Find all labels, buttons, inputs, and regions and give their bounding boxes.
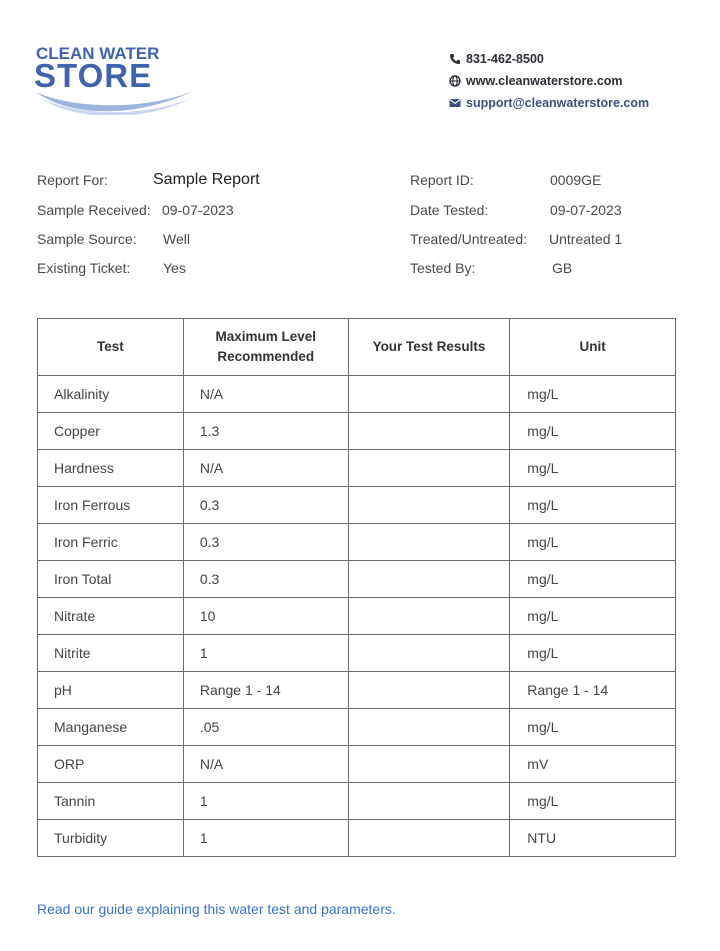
cell-max-level: Range 1 - 14 (183, 672, 348, 709)
report-for-label: Report For: (37, 172, 108, 188)
cell-max-level: 10 (183, 598, 348, 635)
tested-by-label: Tested By: (410, 260, 476, 276)
contact-info (449, 48, 649, 114)
cell-max-level: N/A (183, 376, 348, 413)
cell-unit: mg/L (510, 709, 676, 746)
cell-result (348, 672, 510, 709)
cell-result (348, 820, 510, 857)
cell-max-level: 0.3 (183, 561, 348, 598)
cell-max-level: 0.3 (183, 524, 348, 561)
cell-result (348, 376, 510, 413)
table-row (38, 820, 676, 857)
sample-received-label: Sample Received: (37, 202, 151, 218)
table-header-row (38, 319, 676, 376)
table-row (38, 524, 676, 561)
phone-icon (449, 53, 461, 65)
report-for-value: Sample Report (153, 171, 260, 188)
cell-test: Iron Ferrous (38, 487, 184, 524)
cell-test: Turbidity (38, 820, 184, 857)
existing-ticket-value: Yes (163, 260, 186, 276)
table-row (38, 672, 676, 709)
header-test: Test (38, 319, 184, 376)
treated-label: Treated/Untreated: (410, 231, 527, 247)
cell-max-level: 1 (183, 820, 348, 857)
cell-result (348, 487, 510, 524)
cell-test: Iron Total (38, 561, 184, 598)
cell-unit: NTU (510, 820, 676, 857)
cell-unit: mg/L (510, 487, 676, 524)
report-id-value: 0009GE (550, 172, 602, 188)
report-id-label: Report ID: (410, 172, 474, 188)
cell-test: Hardness (38, 450, 184, 487)
table-row (38, 487, 676, 524)
cell-result (348, 413, 510, 450)
cell-test: ORP (38, 746, 184, 783)
table-row (38, 783, 676, 820)
cell-unit: mg/L (510, 524, 676, 561)
cell-test: Nitrate (38, 598, 184, 635)
cell-max-level: N/A (183, 450, 348, 487)
website-row[interactable] (449, 70, 649, 92)
sample-source-value: Well (163, 231, 190, 247)
cell-result (348, 524, 510, 561)
clean-water-store-logo (30, 40, 200, 115)
cell-test: Manganese (38, 709, 184, 746)
website-link[interactable]: www.cleanwaterstore.com (466, 74, 623, 88)
globe-icon (449, 75, 461, 87)
cell-unit: Range 1 - 14 (510, 672, 676, 709)
table-row (38, 746, 676, 783)
table-row (38, 598, 676, 635)
table-row (38, 635, 676, 672)
cell-result (348, 635, 510, 672)
cell-max-level: 0.3 (183, 487, 348, 524)
cell-max-level: 1 (183, 635, 348, 672)
cell-result (348, 561, 510, 598)
cell-result (348, 598, 510, 635)
header-max-level: Maximum Level Recommended (183, 319, 348, 376)
cell-test: Iron Ferric (38, 524, 184, 561)
guide-link[interactable]: Read our guide explaining this water test and parameters. (37, 901, 396, 917)
cell-result (348, 783, 510, 820)
cell-unit: mg/L (510, 561, 676, 598)
cell-unit: mg/L (510, 635, 676, 672)
table-row (38, 709, 676, 746)
svg-text:STORE: STORE (34, 57, 153, 94)
cell-max-level: 1.3 (183, 413, 348, 450)
existing-ticket-label: Existing Ticket: (37, 260, 131, 276)
mail-icon (449, 97, 461, 109)
cell-test: Tannin (38, 783, 184, 820)
table-row (38, 450, 676, 487)
phone-row[interactable] (449, 48, 649, 70)
date-tested-value: 09-07-2023 (550, 202, 622, 218)
treated-value: Untreated 1 (549, 231, 623, 247)
cell-unit: mg/L (510, 598, 676, 635)
phone-number[interactable]: 831-462-8500 (466, 52, 544, 66)
date-tested-label: Date Tested: (410, 202, 489, 218)
table-row (38, 413, 676, 450)
email-row[interactable] (449, 92, 649, 114)
cell-max-level: 1 (183, 783, 348, 820)
svg-text:CLEAN WATER: CLEAN WATER (36, 44, 160, 63)
cell-unit: mg/L (510, 450, 676, 487)
email-link[interactable]: support@cleanwaterstore.com (466, 96, 650, 110)
cell-unit: mg/L (510, 376, 676, 413)
water-test-table (37, 318, 676, 857)
cell-test: Nitrite (38, 635, 184, 672)
tested-by-value: GB (552, 260, 573, 276)
cell-test: pH (38, 672, 184, 709)
cell-test: Copper (38, 413, 184, 450)
cell-max-level: N/A (183, 746, 348, 783)
header-results: Your Test Results (348, 319, 510, 376)
sample-received-value: 09-07-2023 (162, 202, 234, 218)
cell-unit: mg/L (510, 783, 676, 820)
cell-unit: mV (510, 746, 676, 783)
table-row (38, 561, 676, 598)
header-unit: Unit (510, 319, 676, 376)
cell-test: Alkalinity (38, 376, 184, 413)
cell-result (348, 746, 510, 783)
cell-unit: mg/L (510, 413, 676, 450)
table-row (38, 376, 676, 413)
cell-result (348, 709, 510, 746)
sample-source-label: Sample Source: (37, 231, 137, 247)
cell-result (348, 450, 510, 487)
cell-max-level: .05 (183, 709, 348, 746)
